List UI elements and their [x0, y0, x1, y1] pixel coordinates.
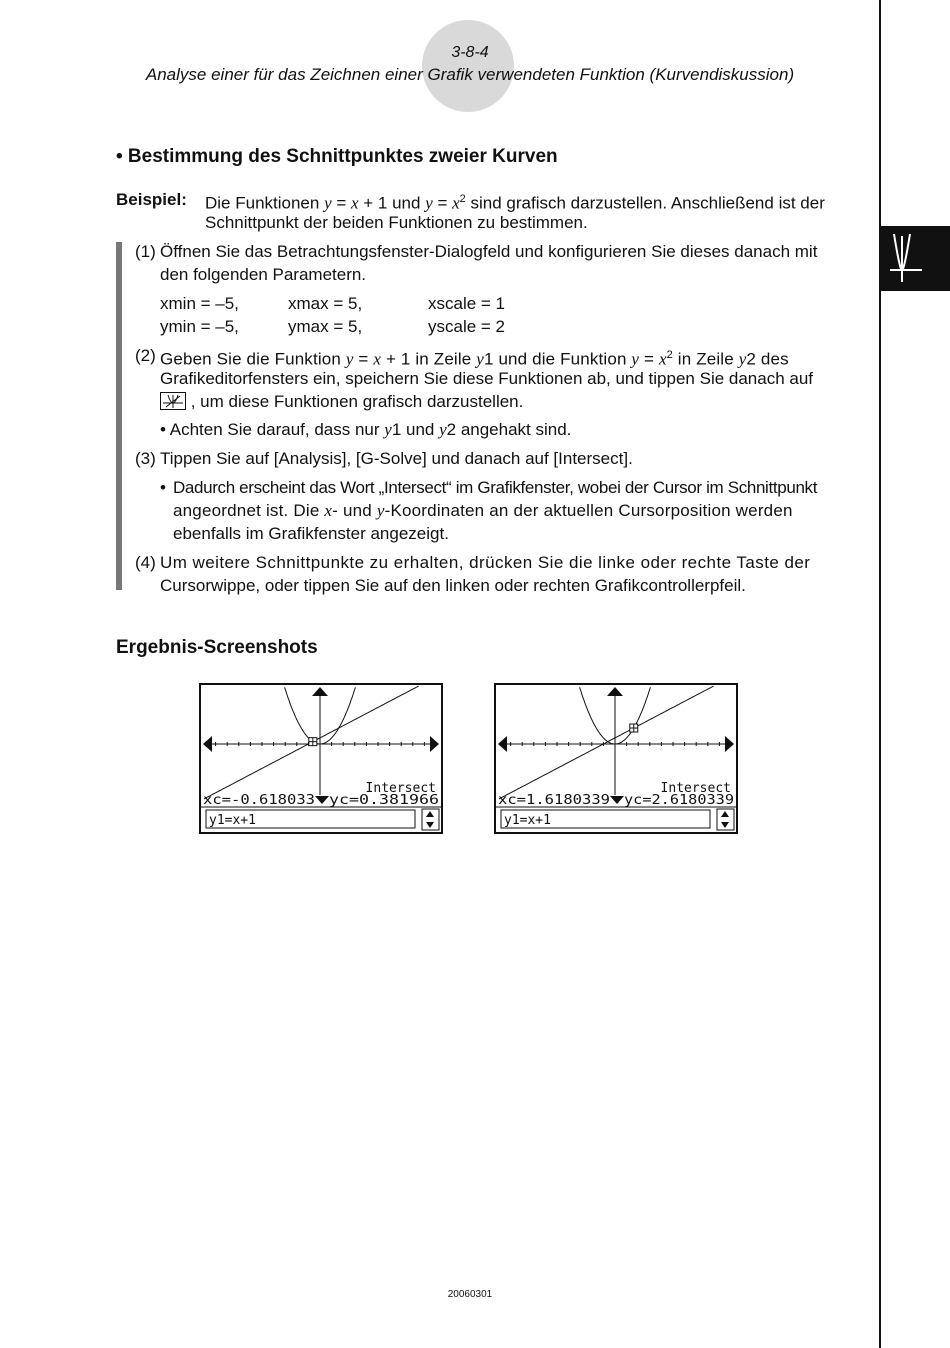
step-1-text-line2: den folgenden Parametern.	[160, 265, 367, 284]
step-2-text: Geben Sie die Funktion y = x + 1 in Zeile y1 und die Funktion $y = x^2$ in Zeile y2 des	[160, 349, 789, 369]
graph-screen-2	[494, 683, 738, 834]
param-yscale: yscale = 2	[428, 317, 506, 336]
step-2-text-line2: Grafikeditorfensters ein, speichern Sie diese Funktionen ab, und tippen Sie danach auf	[160, 369, 814, 388]
param-ymax: ymax = 5,	[288, 317, 363, 336]
example-label: Beispiel:	[116, 190, 187, 209]
yc-readout: yc=2.6180339	[624, 793, 734, 808]
section-title: • Bestimmung des Schnittpunktes zweier Kurven	[116, 146, 558, 167]
results-title: Ergebnis-Screenshots	[116, 637, 318, 658]
steps-sidebar	[116, 242, 122, 590]
graph-icon	[880, 226, 950, 291]
margin-rule	[879, 0, 881, 1348]
page-subtitle: Analyse einer für das Zeichnen einer Grafik verwendeten Funktion (Kurvendiskussion)	[145, 65, 795, 84]
step-2-bullet: • Achten Sie darauf, dass nur y1 und y2 angehakt sind.	[160, 420, 572, 439]
step-3-bullet-line2: angeordnet ist. Die x- und y-Koordinaten an der aktuellen Cursorposition werden	[173, 501, 793, 520]
step-3-number: (3)	[135, 449, 156, 468]
step-4-text: Um weitere Schnittpunkte zu erhalten, drücken Sie die linke oder rechte Taste der	[160, 553, 811, 572]
xc-readout: xc=-0.618033	[203, 793, 315, 808]
step-2-number: (2)	[135, 346, 156, 365]
step-2-text-line3: , um diese Funktionen grafisch darzustellen.	[160, 390, 523, 413]
step-4-text-line2: Cursorwippe, oder tippen Sie auf den linken oder rechten Grafikcontrollerpfeil.	[160, 576, 746, 595]
graph-button-icon[interactable]	[160, 392, 186, 410]
intersect-label: Intersect	[365, 781, 436, 796]
result-screenshot-2	[494, 683, 738, 834]
step-1-text: Öffnen Sie das Betrachtungsfenster-Dialogfeld und konfigurieren Sie dieses danach mit	[160, 242, 818, 261]
step-3-bullet-line3: ebenfalls im Grafikfenster angezeigt.	[173, 524, 449, 543]
param-xmin: xmin = –5,	[160, 294, 239, 313]
chapter-tab	[880, 226, 950, 291]
step-1-number: (1)	[135, 242, 156, 261]
footer-code: 20060301	[447, 1289, 493, 1300]
xc-readout: xc=1.6180339	[498, 793, 610, 808]
formula-input-text: y1=x+1	[209, 813, 256, 828]
step-4-number: (4)	[135, 553, 156, 572]
yc-readout: yc=0.381966	[329, 793, 439, 808]
param-ymin: ymin = –5,	[160, 317, 239, 336]
param-xmax: xmax = 5,	[288, 294, 363, 313]
step-3-text: Tippen Sie auf [Analysis], [G-Solve] und danach auf [Intersect].	[160, 449, 633, 468]
step-3-bullet-mark: •	[160, 478, 166, 497]
intersect-label: Intersect	[660, 781, 731, 796]
step-3-bullet: Dadurch erscheint das Wort „Intersect“ im Grafikfenster, wobei der Cursor im Schnittpunkt	[173, 478, 818, 497]
param-xscale: xscale = 1	[428, 294, 506, 313]
formula-input-text: y1=x+1	[504, 813, 551, 828]
page-number: 3-8-4	[451, 44, 489, 61]
result-screenshot-1	[199, 683, 443, 834]
example-text-line2: Schnittpunkt der beiden Funktionen zu bestimmen.	[205, 213, 588, 232]
graph-screen-1	[199, 683, 443, 834]
example-text: Die Funktionen y = x + 1 und $y = x^2$ sind grafisch darzustellen. Anschließend ist der	[205, 193, 825, 213]
